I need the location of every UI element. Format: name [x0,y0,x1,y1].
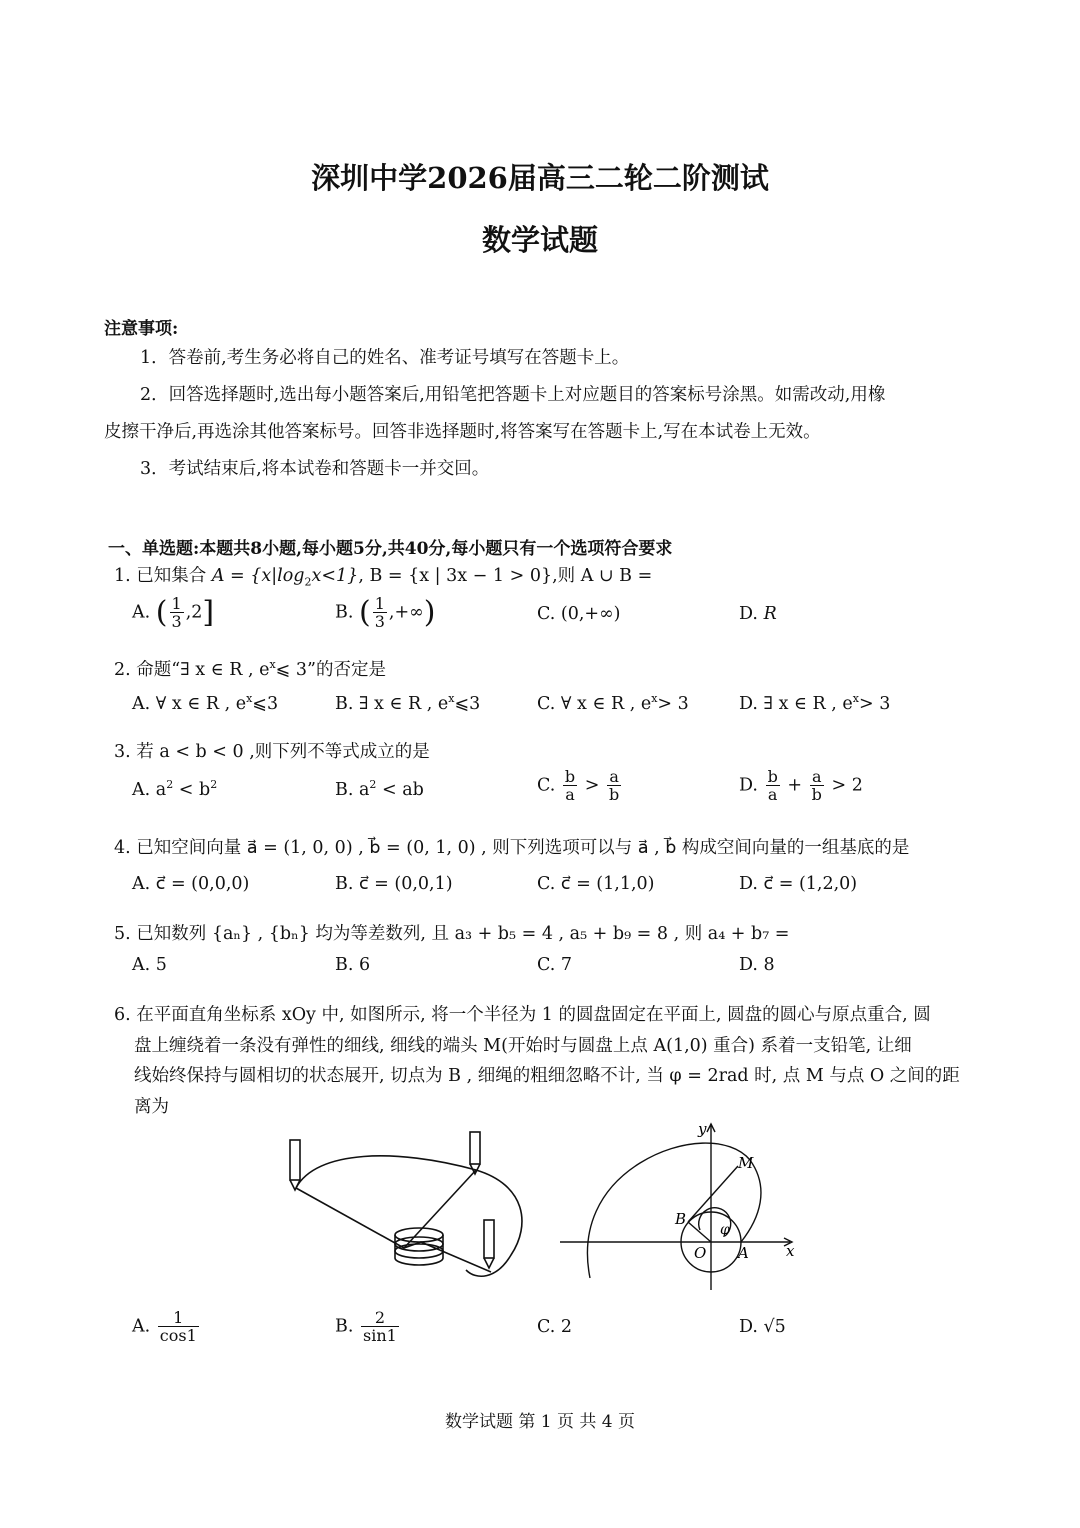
question-5-option-d[interactable]: D. 8 [739,955,775,975]
question-4-option-d[interactable]: D. c⃗ = (1,2,0) [739,874,858,894]
question-3-option-a[interactable]: A. $a^2 < b^2$ [132,778,218,800]
exam-subtitle: 数学试题 [481,223,598,257]
question-1-option-c[interactable]: C. (0,+∞) [537,604,621,624]
label-phi: φ [720,1222,730,1238]
question-2-option-b[interactable]: B. ∃ x ∈ R , $e^x⩽3$ [335,692,481,714]
question-4-option-c[interactable]: C. c⃗ = (1,1,0) [537,874,655,894]
notice-item-2-line-1: 2．回答选择题时,选出每小题答案后,用铅笔把答题卡上对应题目的答案标号涂黑。如需改动,用橡 [140,385,886,405]
question-2-option-d[interactable]: D. ∃ x ∈ R , $e^x> 3$ [739,692,891,714]
question-3-option-c[interactable]: C. $\frac{b}{a}$ > $\frac{a}{b}$ [537,767,620,804]
notice-item-1: 1．答卷前,考生务必将自己的姓名、准考证号填写在答题卡上。 [140,348,630,368]
question-6-option-c[interactable]: C. 2 [537,1317,573,1337]
label-y: y [698,1120,707,1138]
label-x: x [786,1242,795,1260]
question-5-stem: 5. 已知数列 {aₙ} , {bₙ} 均为等差数列, 且 a₃ + b₅ = 4 , a₅ + b₉ = 8 , 则 a₄ + b₇ = [114,924,790,944]
question-4-option-b[interactable]: B. c⃗ = (0,0,1) [335,874,453,894]
question-2-stem: 2. 命题“∃ x ∈ R , $e^x⩽$ 3”的否定是 [114,658,386,680]
label-o: O [694,1244,707,1262]
label-b: B [675,1210,687,1228]
page-footer: 数学试题 第 1 页 共 4 页 [444,1412,636,1432]
question-1-option-b[interactable]: B. ( $\frac{1}{3}$ ,+∞) [335,594,436,631]
label-a: A [738,1244,749,1262]
question-3-option-b[interactable]: B. $a^2$ < ab [335,778,424,800]
question-6-option-a[interactable]: A. $\frac{1}{\cos 1}$ [132,1308,197,1345]
question-1-option-d[interactable]: D. R [739,604,777,624]
question-2-option-a[interactable]: A. ∀ x ∈ R , $e^x⩽3$ [132,692,279,714]
notice-heading: 注意事项: [104,319,179,339]
question-4-stem: 4. 已知空间向量 a⃗ = (1, 0, 0) , b⃗ = (0, 1, 0) , 则下列选项可以与 a⃗ , b⃗ 构成空间向量的一组基底的是 [114,838,910,858]
figure-pencil-disc [276,1130,536,1290]
question-5-option-b[interactable]: B. 6 [335,955,371,975]
question-1-option-a[interactable]: A. ( $\frac{1}{3}$ ,2] [132,594,215,631]
notice-item-3: 3．考试结束后,将本试卷和答题卡一并交回。 [140,459,490,479]
label-m: M [738,1154,754,1172]
question-3-option-d[interactable]: D. $\frac{b}{a}$ + $\frac{a}{b}$ > 2 [739,767,863,804]
question-5-option-a[interactable]: A. 5 [132,955,167,975]
notice-item-2-line-2: 皮擦干净后,再选涂其他答案标号。回答非选择题时,将答案写在答题卡上,写在本试卷上无效。 [104,422,821,442]
question-2-option-c[interactable]: C. ∀ x ∈ R , $e^x> 3$ [537,692,689,714]
question-1-stem: 1. 已知集合 $A = \{x|\log_2x<1\}$, B = {x | 3x − 1 > 0},则 A ∪ B = [114,566,653,589]
question-6-option-b[interactable]: B. $\frac{2}{\sin 1}$ [335,1308,397,1345]
figure-involute [560,1118,800,1290]
question-6-option-d[interactable]: D. √5 [739,1317,786,1337]
question-5-option-c[interactable]: C. 7 [537,955,573,975]
section-1-heading: 一、单选题:本题共8小题,每小题5分,共40分,每小题只有一个选项符合要求 [108,539,673,559]
question-4-option-a[interactable]: A. c⃗ = (0,0,0) [132,874,250,894]
question-6-stem: 6. 在平面直角坐标系 xOy 中, 如图所示, 将一个半径为 1 的圆盘固定在平面上, 圆盘的圆心与原点重合, 圆 盘上缠绕着一条没有弹性的细线, 细线的端头 M(开始时与圆盘上点 A(1,0) 重合) 系着一支铅笔, 让细 线始终保持与圆相切的状态展开, 切点为 B , 细绳的粗细忽略不计, 当 φ = 2rad 时, 点 M 与点 O 之间的距 离为 [114,1005,960,1117]
exam-title: 深圳中学2026届高三二轮二阶测试 [311,161,769,195]
question-3-stem: 3. 若 a < b < 0 ,则下列不等式成立的是 [114,742,430,762]
